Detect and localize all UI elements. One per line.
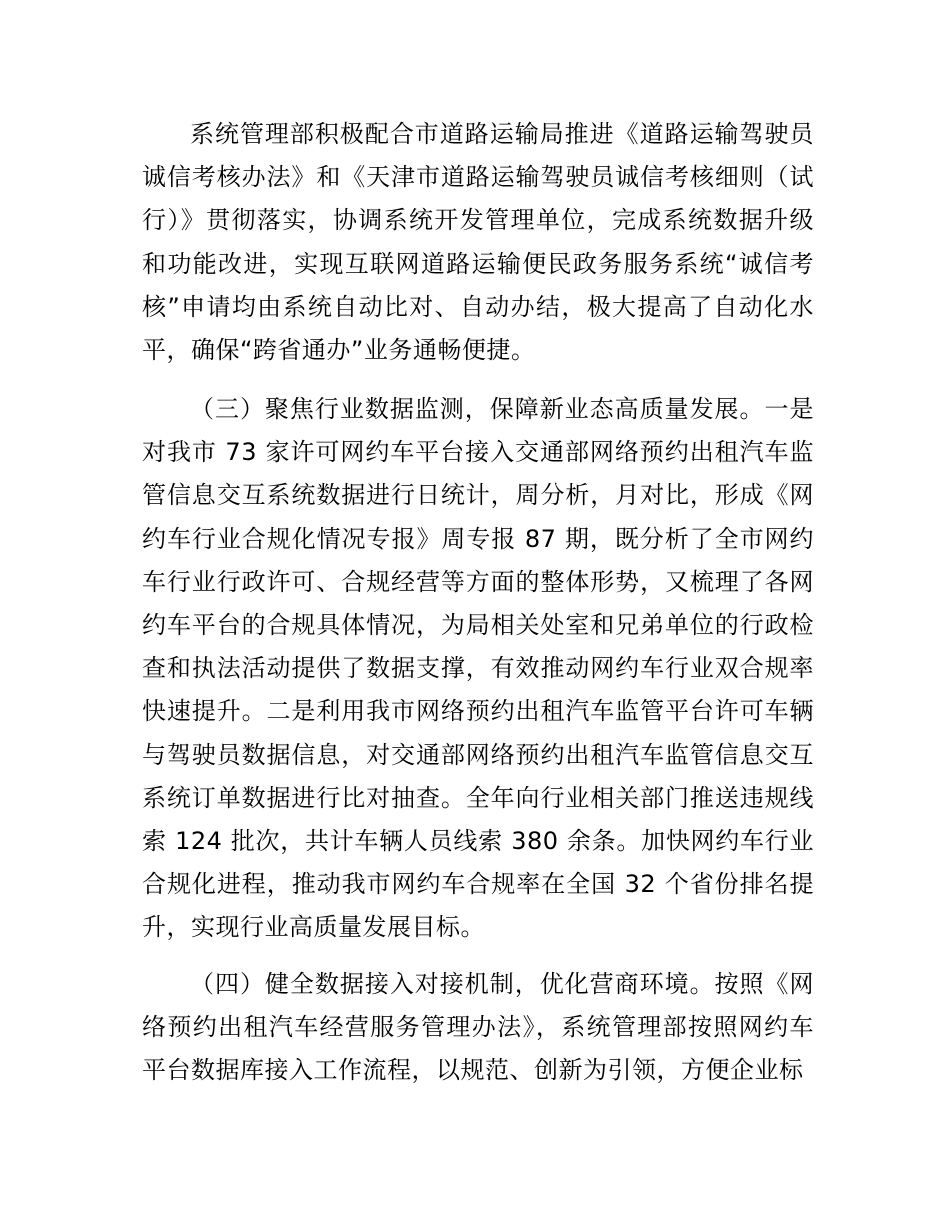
paragraph-credit-assessment: 系统管理部积极配合市道路运输局推进《道路运输驾驶员诚信考核办法》和《天津市道路运输驾驶员诚信考核细则（试行）》贯彻落实，协调系统开发管理单位，完成系统数据升级和功能改进，实现互联网道路运输便民政务服务系统“诚信考核”申请均由系统自动比对、自动办结，极大提高了自动化水平，确保“跨省通办”业务通畅便捷。 (142, 120, 814, 365)
paragraph-data-monitoring: （三）聚焦行业数据监测，保障新业态高质量发展。一是对我市 73 家许可网约车平台接入交通部网络预约出租汽车监管信息交互系统数据进行日统计，周分析，月对比，形成《网约车行业合规化情况专报》周专报 87 期，既分析了全市网约车行业行政许可、合规经营等方面的整体形势，又梳理了各网约车平台的合规具体情况，为局相关处室和兄弟单位的行政检查和执法活动提供了数据支撑，有效推动网约车行业双合规率快速提升。二是利用我市网络预约出租汽车监管平台许可车辆与驾驶员数据信息，对交通部网络预约出租汽车监管信息交互系统订单数据进行比对抽查。全年向行业相关部门推送违规线索 124 批次，共计车辆人员线索 380 余条。加快网约车行业合规化进程，推动我市网约车合规率在全国 32 个省份排名提升，实现行业高质量发展目标。 (142, 395, 814, 942)
paragraph-data-access: （四）健全数据接入对接机制，优化营商环境。按照《网络预约出租汽车经营服务管理办法》，系统管理部按照网约车平台数据库接入工作流程，以规范、创新为引领，方便企业标 (142, 970, 814, 1085)
